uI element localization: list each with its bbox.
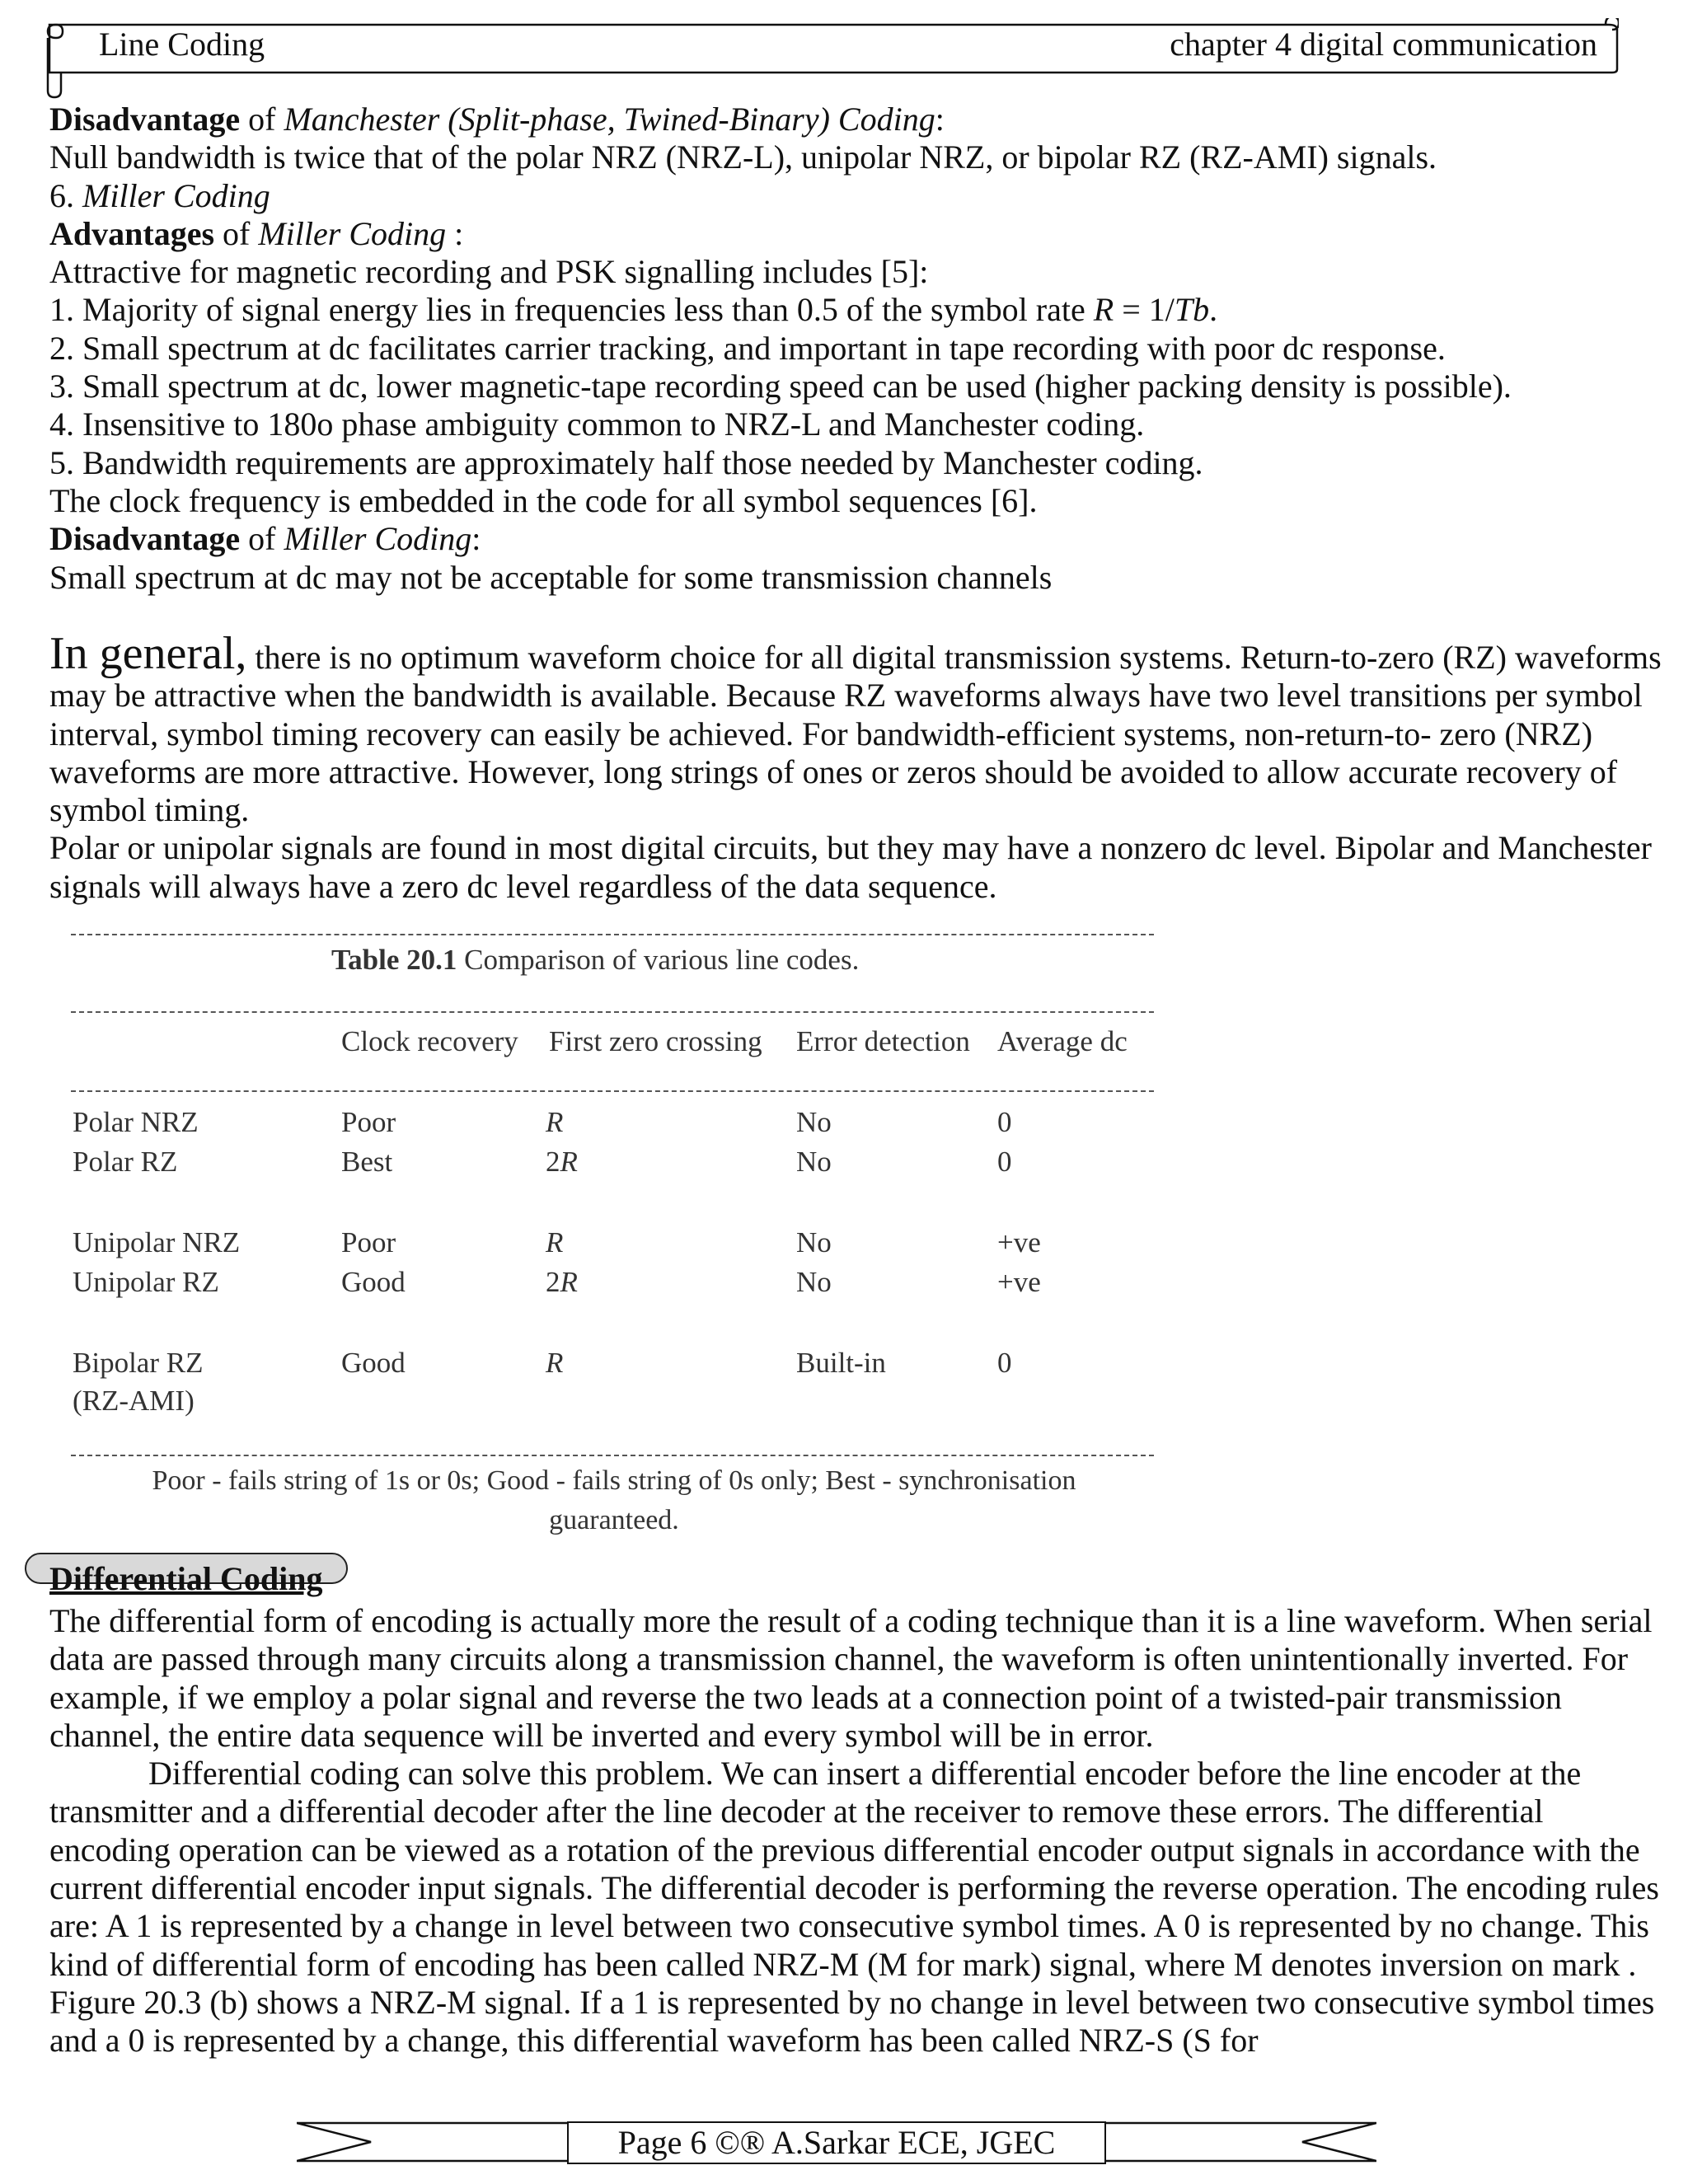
row-name: Polar RZ [73,1146,178,1178]
clock-frequency-line: The clock frequency is embedded in the code for all symbol sequences [6]. [49,481,1038,519]
cell-error: No [796,1106,832,1138]
miller-coding-title: 6. Miller Coding [49,176,270,214]
table-rule [71,1011,1154,1013]
cell-clock: Poor [341,1226,396,1258]
row-name: Polar NRZ [73,1106,199,1138]
miller-advantage-item: 4. Insensitive to 180o phase ambiguity common to NRZ-L and Manchester coding. [49,405,1145,443]
cell-clock: Good [341,1347,406,1379]
cell-dc: 0 [997,1347,1012,1379]
miller-disadvantage-text: Small spectrum at dc may not be acceptable for some transmission channels [49,558,1053,596]
cell-zero: 2R [546,1266,578,1298]
general-section [49,628,1665,906]
table-rule [71,1090,1154,1092]
cell-error: No [796,1226,832,1258]
cell-zero: R [546,1226,564,1258]
differential-coding-section [49,1602,1665,2060]
cell-zero: R [546,1347,564,1379]
footer-page-label: Page 6 ©® A.Sarkar ECE, JGEC [567,2121,1106,2164]
table-rule [71,934,1154,935]
table-header: Error detection [796,1025,970,1057]
table-header: Average dc [997,1025,1128,1057]
table-rule [71,1455,1154,1456]
cell-clock: Good [341,1266,406,1298]
miller-advantage-item: 1. Majority of signal energy lies in frequencies less than 0.5 of the symbol rate R = 1/Tb. [49,291,1218,329]
miller-intro: Attractive for magnetic recording and PSK signalling includes [5]: [49,253,929,291]
header-right-title: chapter 4 digital communication [1170,26,1597,63]
cell-dc: +ve [997,1226,1041,1258]
miller-advantage-item: 2. Small spectrum at dc facilitates carrier tracking, and important in tape recording with poor dc response. [49,329,1446,367]
page-footer [297,2116,1376,2168]
general-paragraph: In general, there is no optimum waveform choice for all digital transmission systems. Return-to-zero (RZ) waveforms may be attractive when the bandwidth is available. Because RZ waveforms always have two level transitions per symbol interval, symbol timing recovery can easily be achieved. For bandwidth-efficient systems, non-return-to- zero (NRZ) waveforms are more attractive. However, long strings of ones or zeros should be avoided to allow accurate recovery of symbol timing. [49,628,1662,829]
cell-dc: +ve [997,1266,1041,1298]
cell-clock: Best [341,1146,393,1178]
cell-dc: 0 [997,1146,1012,1178]
table-caption: Table 20.1 Comparison of various line codes. [331,944,860,976]
row-name-continuation: (RZ-AMI) [73,1385,195,1417]
cell-zero: R [546,1106,564,1138]
table-footnote: Poor - fails string of 1s or 0s; Good - fails string of 0s only; Best - synchronisation guaranteed. [152,1465,1076,1535]
differential-coding-heading: Differential Coding [49,1560,323,1597]
header-left-title: Line Coding [99,26,265,63]
cell-dc: 0 [997,1106,1012,1138]
manchester-miller-section [49,101,1665,597]
table-header: First zero crossing [549,1025,762,1057]
line-code-comparison-table [66,919,1162,1545]
miller-advantage-item: 3. Small spectrum at dc, lower magnetic-tape recording speed can be used (higher packing density is possible). [49,368,1512,405]
general-lead: In general, [49,628,247,679]
cell-error: No [796,1266,832,1298]
row-name: Bipolar RZ [73,1347,204,1379]
cell-clock: Poor [341,1106,396,1138]
manchester-disadvantage-text: Null bandwidth is twice that of the polar NRZ (NRZ-L), unipolar NRZ, or bipolar RZ (RZ-AMI) signals. [49,138,1437,176]
cell-error: No [796,1146,832,1178]
table-header: Clock recovery [341,1025,518,1057]
differential-paragraph: The differential form of encoding is actually more the result of a coding technique than it is a line waveform. When serial data are passed through many circuits along a transmission channel, the waveform is often unintentionally inverted. For example, if we employ a polar signal and reverse the two leads at a connection point of a twisted-pair transmission channel, the entire data sequence will be inverted and every symbol will be in error. [49,1602,1653,1754]
cell-zero: 2R [546,1146,578,1178]
manchester-disadvantage-heading: Disadvantage of Manchester (Split-phase, Twined-Binary) Coding: [49,101,945,138]
miller-advantage-item: 5. Bandwidth requirements are approximately half those needed by Manchester coding. [49,443,1203,481]
differential-paragraph: Differential coding can solve this problem. We can insert a differential encoder before the line encoder at the transmitter and a differential decoder after the line decoder at the receiver to remove these errors. The differential encoding operation can be viewed as a rotation of the previous differential encoder output signals in accordance with the current differential encoder input signals. The differential decoder is performing the reverse operation. The encoding rules are: A 1 is represented by a change in level between two consecutive symbol times. A 0 is represented by no change. This kind of differential form of encoding has been called NRZ-M (M for mark) signal, where M denotes inversion on mark . Figure 20.3 (b) shows a NRZ-M signal. If a 1 is represented by no change in level between two consecutive symbol times and a 0 is represented by a change, this differential waveform has been called NRZ-S (S for [49,1755,1659,2060]
miller-disadvantage-heading: Disadvantage of Miller Coding: [49,520,481,558]
dc-level-paragraph: Polar or unipolar signals are found in most digital circuits, but they may have a nonzero dc level. Bipolar and Manchester signals will always have a zero dc level regardless of the data sequence. [49,829,1652,905]
cell-error: Built-in [796,1347,886,1379]
row-name: Unipolar NRZ [73,1226,241,1258]
row-name: Unipolar RZ [73,1266,219,1298]
miller-advantages-heading: Advantages of Miller Coding : [49,214,464,252]
page-header [43,18,1619,74]
